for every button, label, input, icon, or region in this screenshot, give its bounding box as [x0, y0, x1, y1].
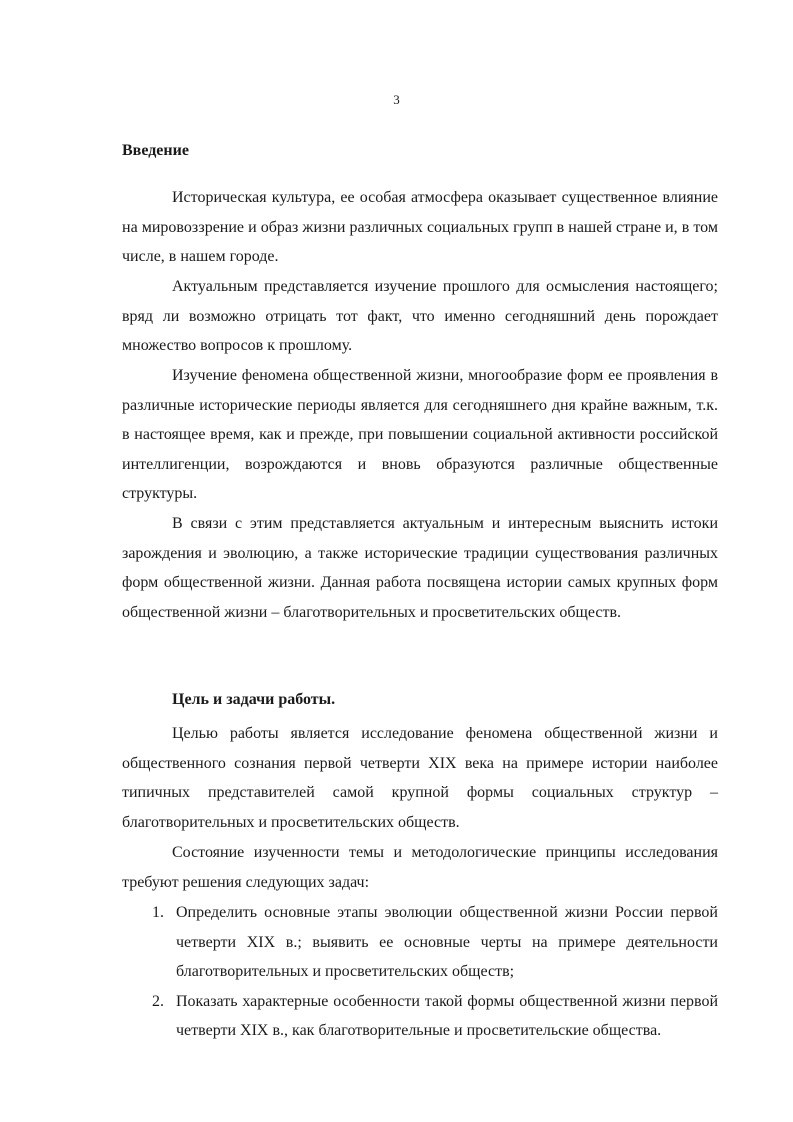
- intro-paragraph-2: Актуальным представляется изучение прошлого для осмысления настоящего; вряд ли возможно отрицать тот факт, что именно сегодняшний день порождает множество вопросов к прошлому.: [122, 278, 718, 355]
- list-item-number: 1.: [152, 904, 164, 921]
- intro-paragraph-4: В связи с этим представляется актуальным и интересным выяснить истоки зарождения и эволюцию, а также исторические традиции существования различных форм общественной жизни. Данная работа посвящена истории самых крупных форм общественной жизни – благотворительных и просветительских обществ.: [122, 515, 718, 621]
- list-item-text: Показать характерные особенности такой формы общественной жизни первой четверти XIX в., как благотворительные и просветительские общества.: [176, 992, 718, 1040]
- intro-paragraph-1: Историческая культура, ее особая атмосфера оказывает существенное влияние на мировоззрение и образ жизни различных социальных групп в нашей стране и, в том числе, в нашем городе.: [122, 189, 718, 266]
- intro-paragraph-3: Изучение феномена общественной жизни, многообразие форм ее проявления в различные исторические периоды является для сегодняшнего дня крайне важным, т.к. в настоящее время, как и прежде, при повышении социальной активности российской интеллигенции, возрождаются и вновь образуются различные общественные структуры.: [122, 367, 718, 503]
- section-heading-intro: Введение: [122, 142, 189, 159]
- list-item: [122, 987, 718, 1046]
- goals-paragraph-2: Состояние изученности темы и методологические принципы исследования требуют решения следующих задач:: [122, 844, 718, 891]
- list-item-text: Определить основные этапы эволюции общественной жизни России первой четверти XIX в.; выявить ее основные черты на примере деятельности благотворительных и просветительских обществ;: [176, 904, 718, 981]
- section-heading-goals: Цель и задачи работы.: [172, 691, 336, 708]
- list-item: [122, 898, 718, 987]
- tasks-list: [122, 898, 718, 1046]
- page-number: 3: [393, 92, 400, 107]
- goals-paragraph-1: Целью работы является исследование феномена общественной жизни и общественного сознания первой четверти XIX века на примере истории наиболее типичных представителей самой крупной формы социальных структур – благотворительных и просветительских обществ.: [122, 725, 718, 831]
- list-item-number: 2.: [152, 992, 164, 1010]
